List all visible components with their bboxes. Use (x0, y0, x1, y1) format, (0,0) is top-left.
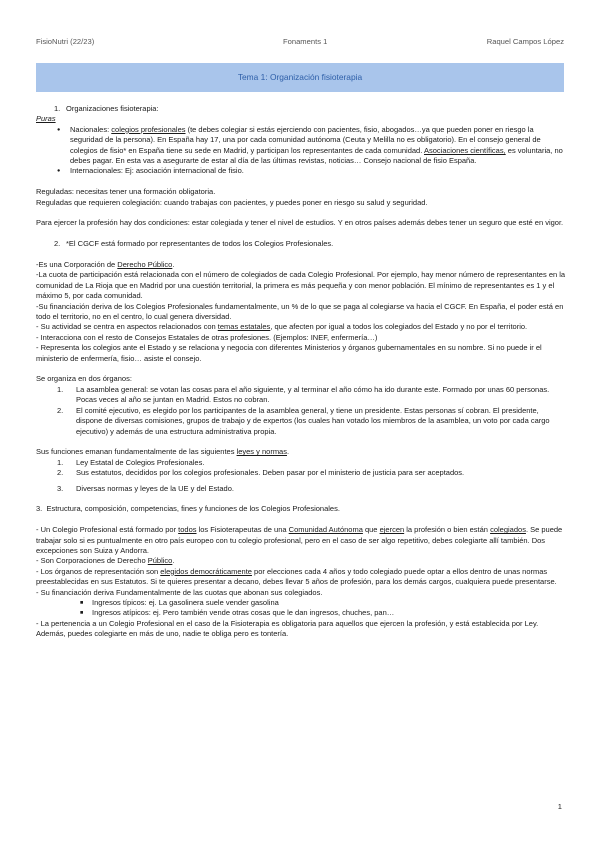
section-3-heading: 3. Estructura, composición, competencias, fines y funciones de los Colegios Profesionales. (36, 504, 340, 514)
header-course: FisioNutri (22/23) (36, 37, 95, 46)
colegio-item-3: - Los órganos de representación son elegidos democráticamente por elecciones cada 4 años y todo colegiado puede optar a ellos dentro de unas normas preestablecidas en sus Estatutos. Si te quieres presentar a decano, debes llevar 5 años de profesión, para los demás cargos, cualquiera puede presentarse. (36, 566, 557, 587)
title-band (36, 63, 564, 92)
function-2: 2. Sus estatutos, decididos por los colegios profesionales. Deben pasar por el ministerio de justicia para ser aceptados. (57, 468, 465, 478)
section-1-heading: 1. Organizaciones fisioterapia: (54, 104, 159, 113)
colegio-item-2: - Son Corporaciones de Derecho Público. (36, 556, 175, 566)
colegio-item-4: - Su financiación deriva Fundamentalmente de las cuotas que abonan sus colegiados. (36, 587, 323, 597)
reguladas-line-1: Reguladas: necesitas tener una formación obligatoria. (36, 187, 216, 197)
organ-2: 2. El comité ejecutivo, es elegido por los participantes de la asamblea general, y tiene un presidente. Estas personas sí cobran. El presidente, dispone de diversas comisiones, grupos de trabajo y de expertos (los cuales han votado los miembros de la asamblea, un voto por cada cargo ejecutivo) y además de una estructura administrativa propia. (57, 405, 550, 436)
organs-intro: Se organiza en dos órganos: (36, 374, 132, 384)
document-body (36, 104, 566, 640)
page-header (36, 37, 564, 49)
ingresos-atipicos: ■ Ingresos atípicos: ej. Pero también vende otras cosas que le dan ingresos, chuches, pan… (36, 608, 566, 618)
function-3: 3. Diversas normas y leyes de la UE y del Estado. (57, 483, 234, 493)
document-title: Tema 1: Organización fisioterapia (237, 72, 363, 82)
function-1: 1. Ley Estatal de Colegios Profesionales. (57, 457, 205, 467)
puras-label: Puras (36, 114, 56, 124)
cgcf-item-2: -La cuota de participación está relacionada con el número de colegiados de cada Colegio Profesional. Por ejemplo, hay menor número de representantes en la comunidad de La Rioja que en Madrid por una cuestión territorial, la primera es más pequeña y con menor población. El mínimo de representantes es 1 y el máximo 5, por cada comunidad. (36, 270, 566, 301)
header-subject: Fonaments 1 (283, 37, 328, 46)
conditions-paragraph: Para ejercer la profesión hay dos condiciones: estar colegiada y tener el nivel de estudios. Y en otros países además debes tener un seguro que esté en vigor. (36, 218, 564, 228)
header-author: Raquel Campos López (486, 37, 564, 46)
colegio-item-5: - La pertenencia a un Colegio Profesional en el caso de la Fisioterapia es obligatoria para aquellos que ejercen la profesión, y está establecida por Ley. Además, puedes colegiarte en más de uno, nadie te obliga pero es tontería. (36, 618, 539, 639)
bullet-internacionales: ● Internacionales: Ej: asociación internacional de fisio. (36, 166, 566, 176)
cgcf-item-1: -Es una Corporación de Derecho Público. (36, 260, 175, 270)
colegio-item-1: - Un Colegio Profesional está formado por todos los Fisioterapeutas de una Comunidad Autónoma que ejercen la profesión o bien están colegiados. Se puede trabajar solo si es puntualmente en otro país europeo con tu colegio profesional, pero en el caso de ser algo repetitivo, debes colegiarte allí también. Dos excepciones son Suiza y Andorra. (36, 525, 563, 555)
cgcf-item-3: -Su financiación deriva de los Colegios Profesionales fundamentalmente, un % de lo que se paga al colegiarse va hacia el CGCF. En España, el poder está en todo el territorio, no en el centro, lo cual genera diversidad. (36, 301, 564, 322)
ingresos-tipicos: ■ Ingresos típicos: ej. La gasolinera suele vender gasolina (36, 598, 566, 608)
functions-intro: Sus funciones emanan fundamentalmente de las siguientes leyes y normas. (36, 447, 290, 457)
page-number: 1 (557, 802, 562, 811)
bullet-nacionales: ● Nacionales: colegios profesionales (te debes colegiar si estás ejerciendo con pacientes, fisio, abogados…ya que pueden poner en riesgo la seguridad de la persona). En España hay 17, una por cada comunidad autónoma (Ceuta y Melilla no es obligatorio). En el consejo general de colegios de fisio* en España tiene su sede en Madrid, y participan los representantes de cada comunidad. Asociaciones científicas, es voluntaria, no debes pagar. En esta vas a asegurarte de estar al día de las últimas revistas, noticias… Consejo nacional de fisio España. (36, 125, 566, 167)
reguladas-line-2: Reguladas que requieren colegiación: cuando trabajas con pacientes, y puedes poner en riesgo su salud y seguridad. (36, 197, 428, 207)
cgcf-item-5: - Interacciona con el resto de Consejos Estatales de otras profesiones. (Ejemplos: INEF, enfermería…) (36, 332, 378, 342)
organ-1: 1. La asamblea general: se votan las cosas para el año siguiente, y al terminar el año cómo ha ido durante este. Formado por unas 60 personas. Pocas veces al año se juntan en Madrid. Estos no cobran. (57, 384, 550, 405)
section-2-heading: 2. *El CGCF está formado por representantes de todos los Colegios Profesionales. (54, 239, 334, 249)
cgcf-item-4: - Su actividad se centra en aspectos relacionados con temas estatales, que afecten por igual a todos los colegiados del Estado y no por el territorio. (36, 322, 528, 332)
cgcf-item-6: - Representa los colegios ante el Estado y se relaciona y negocia con diferentes Ministerios y órganos gubernamentales en su nombre. Si no puede ir el ministerio de enfermería, fisio… asiste el consejo. (36, 343, 542, 363)
